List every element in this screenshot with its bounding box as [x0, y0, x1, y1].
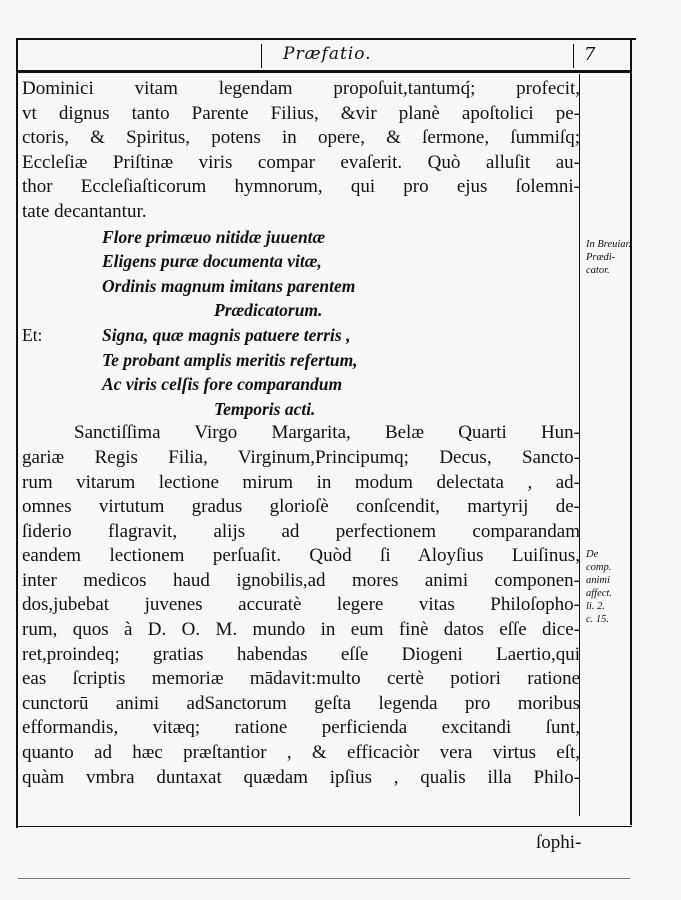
text-line: thor Eccleſiaſticorum hymnorum, qui pro ejus ſolemni-: [22, 176, 580, 198]
running-title: Præfatio.: [283, 44, 372, 64]
bottom-border-rule: [16, 826, 632, 827]
text-line: ret,proindeq; gratias habendas eſſe Diogeni Laertio,qui: [22, 643, 580, 665]
header-divider-right: [573, 44, 574, 68]
note-line: c. 15.: [586, 614, 610, 625]
verse-line: Ac viris celſis fore comparandum: [102, 374, 343, 395]
main-text: [22, 77, 580, 790]
note-line: cator.: [586, 265, 610, 276]
text-line: ſiderio flagravit, alijs ad perfectionem comparandam: [22, 520, 580, 542]
verse-line: Ordinis magnum imitans parentem: [102, 275, 356, 296]
page-number: 7: [584, 44, 596, 65]
header-divider-left: [261, 44, 262, 68]
text-line: Dominici vitam legendam propoſuit,tantumq́; profecit,: [22, 78, 580, 99]
et-label: Et:: [22, 324, 43, 345]
text-line: dos,jubebat juvenes accuratè legere vitas Philoſopho-: [22, 594, 580, 616]
verse-line: [22, 323, 580, 348]
text-line: rum vitarum lectione mirum in modum delectata , ad-: [22, 471, 580, 493]
text-line: Sanctiſſima Virgo Margarita, Belæ Quarti Hun-: [74, 422, 580, 444]
text-line: omnes virtutum gradus glorioſè conſcendit, martyrij de-: [22, 496, 580, 518]
note-line: affect.: [586, 588, 612, 599]
text-line: cunctorū animi adSanctorum geſta legenda pro moribus: [22, 692, 580, 714]
text-line: vt dignus tanto Parente Filius, &vir planè apoſtolici pe-: [22, 102, 580, 124]
verse-text: Signa, quæ magnis patuere terris ,: [102, 324, 351, 345]
top-border-rule: [16, 38, 636, 40]
header-rule: [18, 70, 630, 73]
text-line: efformandis, vitæq; ratione perficienda excitandi ſunt,: [22, 717, 580, 739]
note-line: li. 2.: [586, 601, 605, 612]
left-border-rule: [16, 38, 18, 828]
marginal-note-breviary: [586, 238, 644, 277]
marginal-note-reference: [586, 548, 644, 626]
note-line: In Breuiar.: [586, 239, 632, 250]
verse-line: Temporis acti.: [214, 398, 316, 419]
right-border-rule: [630, 40, 632, 825]
text-line: inter medicos haud ignobilis,ad mores animi componen-: [22, 569, 580, 591]
verse-line: Te probant amplis meritis refertum,: [102, 349, 358, 370]
note-line: De: [586, 549, 599, 560]
verse-line: Flore primæuo nitidæ juuentæ: [102, 226, 326, 247]
text-line: quanto ad hæc præſtantior , & efficaciòr vera virtus eſt,: [22, 742, 580, 764]
note-line: animi: [586, 575, 610, 586]
text-line: rum, quos à D. O. M. mundo in eum finè datos eſſe dice-: [22, 619, 580, 641]
text-line: eandem lectionem perſuaſit. Quòd ſi Aloyſius Luiſinus,: [22, 545, 580, 567]
text-line: eas ſcriptis memoriæ mādavit:multo certè potiori ratione: [22, 668, 580, 690]
text-line: tate decantantur.: [22, 200, 147, 222]
text-line: ctoris, & Spiritus, potens in opere, & ſermone, ſummiſq;: [22, 127, 580, 149]
bottom-faint-rule: [18, 878, 630, 879]
note-line: comp.: [586, 562, 612, 573]
text-line: Eccleſiæ Priſtinæ viris compar evaſerit. Quò alluſit au-: [22, 151, 580, 173]
text-line: quàm vmbra duntaxat quædam ipſius , qualis illa Philo-: [22, 766, 580, 788]
text-line: gariæ Regis Filia, Virginum,Principumq; Decus, Sancto-: [22, 446, 580, 468]
verse-line: Eligens puræ documenta vitæ,: [102, 251, 322, 272]
catchword: ſophi-: [536, 832, 582, 853]
note-line: Prædi-: [586, 252, 616, 263]
verse-line: Prædicatorum.: [214, 300, 323, 321]
